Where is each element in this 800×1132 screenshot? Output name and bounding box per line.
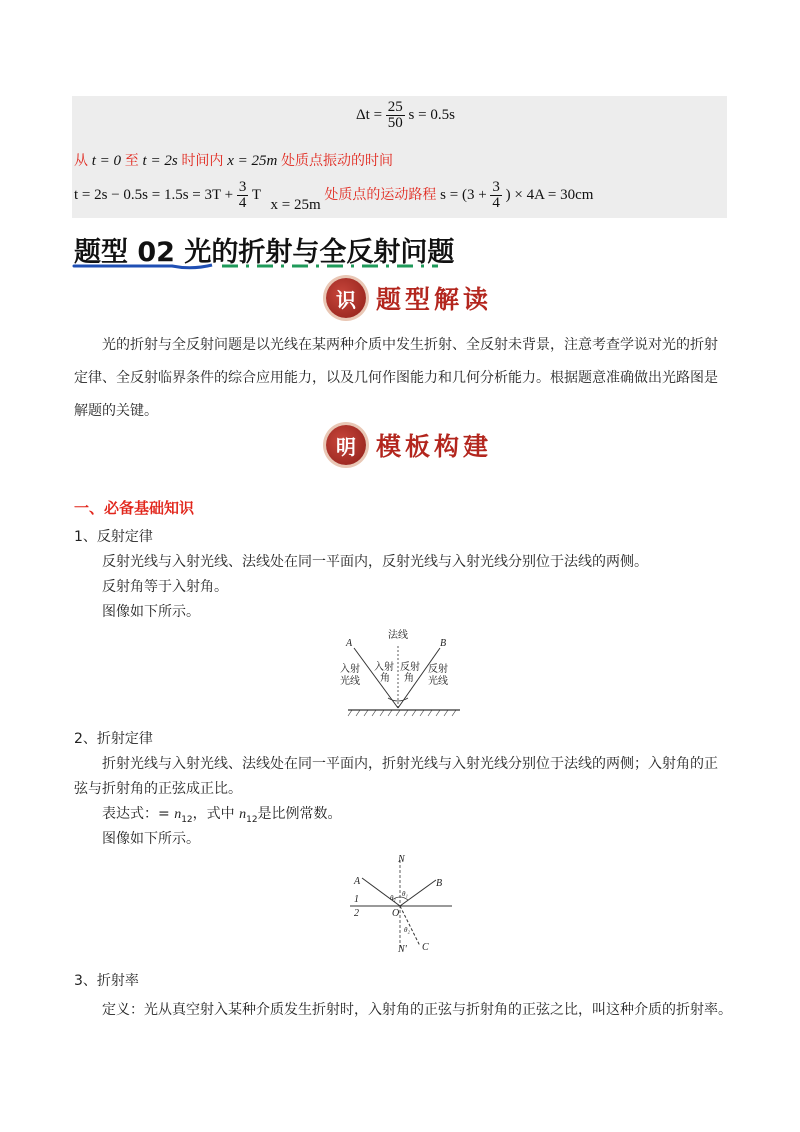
svg-text:1: 1 (354, 894, 359, 905)
svg-text:A: A (354, 876, 361, 887)
label-b: B (440, 638, 447, 649)
item-reflection-title: 1、反射定律 (74, 529, 153, 545)
intro-line-2: 定律、全反射临界条件的综合应用能力，以及几何作图能力和几何分析能力。根据题意准确做出光路图是 (74, 370, 718, 386)
svg-text:光线: 光线 (428, 676, 448, 687)
svg-text:入射: 入射 (340, 664, 360, 675)
svg-text:N': N' (398, 944, 407, 954)
refraction-expression: 表达式：= $n_{12}$，式中 $n_{12}$是比例常数。 (102, 806, 342, 825)
refraction-line-1: 折射光线与入射光线、法线处在同一平面内，折射光线与入射光线分别位于法线的两侧；入射角的正 (102, 756, 718, 772)
item-refraction-title: 2、折射定律 (74, 731, 153, 747)
refractive-index-definition: 定义：光从真空射入某种介质发生折射时，入射角的正弦与折射角的正弦之比，叫这种介质的折射率。 (102, 1002, 732, 1018)
intro-line-3: 解题的关键。 (74, 403, 158, 419)
template-construction-badge: 明 模板构建 (326, 425, 492, 465)
svg-text:2: 2 (354, 908, 359, 919)
heading-underline (72, 262, 442, 272)
label-a: A (346, 638, 353, 649)
svg-text:角: 角 (380, 673, 390, 684)
section-basic-knowledge: 一、必备基础知识 (74, 499, 195, 517)
fraction: $\frac{25}{50}$ (387, 99, 403, 131)
reflection-diagram (336, 626, 466, 718)
time-range-line: 从 t = 0 至 t = 2s 时间内 x = 25m 处质点振动的时间 (74, 153, 394, 169)
section-heading: 题型 02 光的折射与全反射问题 (74, 237, 455, 268)
svg-text:入射: 入射 (374, 662, 394, 673)
item-refractive-index-title: 3、折射率 (74, 973, 139, 989)
topic-interpretation-badge: 识 题型解读 (326, 278, 492, 318)
svg-text:θ₁: θ₁ (402, 890, 408, 898)
reflection-line-3: 图像如下所示。 (102, 604, 200, 620)
badge-seal-icon: 明 (326, 425, 366, 465)
path-length-line: t = 2s − 0.5s = 1.5s = 3T + $\frac{3}{4}$ T x = 25m 处质点的运动路程 s = (3 + $\frac{3}{4}$ ) × 4A = 30cm (74, 179, 594, 213)
reflection-line-2: 反射角等于入射角。 (102, 579, 228, 595)
svg-text:角: 角 (404, 673, 414, 684)
svg-text:N: N (398, 854, 405, 865)
label-normal: 法线 (388, 630, 408, 641)
delta-t-equation: Δt = $\frac{25}{50}$ s = 0.5s (356, 99, 455, 131)
intro-line-1: 光的折射与全反射问题是以光线在某两种介质中发生折射、全反射未背景，注意考查学说对光的折射 (102, 337, 718, 353)
refraction-figure-note: 图像如下所示。 (102, 831, 200, 847)
svg-text:θ₂: θ₂ (404, 926, 410, 934)
svg-text:反射: 反射 (428, 664, 448, 675)
refraction-line-2: 弦与折射角的正弦成正比。 (74, 781, 242, 797)
svg-text:反射: 反射 (400, 662, 420, 673)
reflection-line-1: 反射光线与入射光线、法线处在同一平面内，反射光线与入射光线分别位于法线的两侧。 (102, 554, 648, 570)
refraction-diagram (340, 854, 460, 954)
svg-text:B: B (436, 878, 443, 889)
svg-text:O: O (392, 908, 400, 919)
svg-text:C: C (422, 942, 429, 953)
svg-text:θ₁: θ₁ (390, 894, 396, 902)
svg-text:光线: 光线 (340, 676, 360, 687)
badge-seal-icon: 识 (326, 278, 366, 318)
